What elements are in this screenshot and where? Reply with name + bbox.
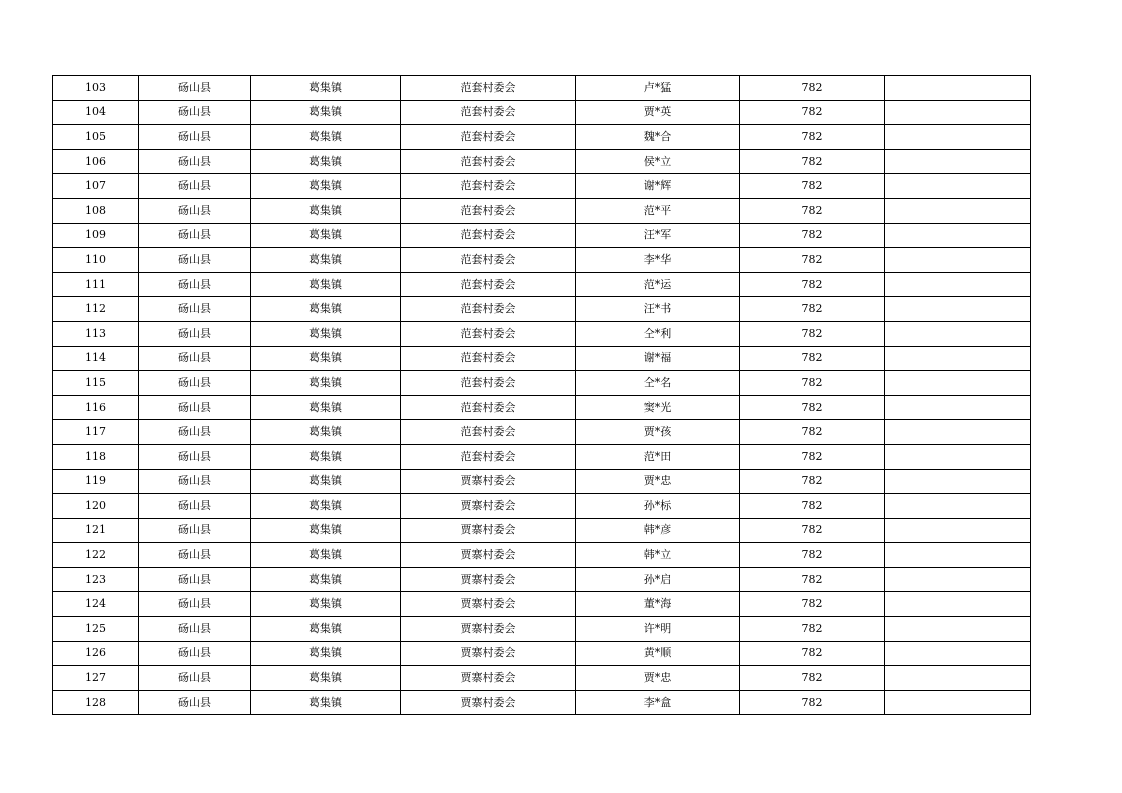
cell-county: 砀山县 — [139, 567, 251, 592]
cell-remark — [885, 444, 1031, 469]
cell-amount: 782 — [740, 149, 885, 174]
cell-remark — [885, 76, 1031, 101]
table-row — [53, 272, 1031, 297]
cell-remark — [885, 494, 1031, 519]
cell-name: 许*明 — [576, 617, 740, 642]
cell-name: 贾*忠 — [576, 666, 740, 691]
cell-county: 砀山县 — [139, 125, 251, 150]
table-row — [53, 223, 1031, 248]
cell-county: 砀山县 — [139, 690, 251, 715]
cell-county: 砀山县 — [139, 321, 251, 346]
cell-county: 砀山县 — [139, 174, 251, 199]
cell-village: 贾寨村委会 — [401, 592, 576, 617]
cell-town: 葛集镇 — [251, 666, 401, 691]
cell-index: 103 — [53, 76, 139, 101]
cell-county: 砀山县 — [139, 518, 251, 543]
table-row — [53, 346, 1031, 371]
table-row — [53, 641, 1031, 666]
table-row — [53, 248, 1031, 273]
cell-remark — [885, 272, 1031, 297]
cell-village: 贾寨村委会 — [401, 567, 576, 592]
cell-index: 110 — [53, 248, 139, 273]
cell-amount: 782 — [740, 543, 885, 568]
cell-village: 范套村委会 — [401, 198, 576, 223]
cell-index: 111 — [53, 272, 139, 297]
cell-name: 卢*猛 — [576, 76, 740, 101]
cell-name: 韩*立 — [576, 543, 740, 568]
table-row — [53, 321, 1031, 346]
cell-amount: 782 — [740, 346, 885, 371]
table-row — [53, 371, 1031, 396]
cell-town: 葛集镇 — [251, 617, 401, 642]
cell-village: 范套村委会 — [401, 174, 576, 199]
cell-index: 126 — [53, 641, 139, 666]
cell-index: 128 — [53, 690, 139, 715]
cell-name: 范*田 — [576, 444, 740, 469]
cell-village: 范套村委会 — [401, 444, 576, 469]
cell-county: 砀山县 — [139, 592, 251, 617]
cell-village: 范套村委会 — [401, 395, 576, 420]
cell-index: 107 — [53, 174, 139, 199]
cell-amount: 782 — [740, 198, 885, 223]
cell-name: 汪*书 — [576, 297, 740, 322]
cell-amount: 782 — [740, 248, 885, 273]
cell-town: 葛集镇 — [251, 321, 401, 346]
cell-town: 葛集镇 — [251, 297, 401, 322]
cell-remark — [885, 543, 1031, 568]
cell-index: 105 — [53, 125, 139, 150]
cell-town: 葛集镇 — [251, 690, 401, 715]
cell-town: 葛集镇 — [251, 567, 401, 592]
cell-county: 砀山县 — [139, 100, 251, 125]
cell-town: 葛集镇 — [251, 371, 401, 396]
table-row — [53, 174, 1031, 199]
cell-amount: 782 — [740, 395, 885, 420]
table-row — [53, 420, 1031, 445]
cell-village: 贾寨村委会 — [401, 518, 576, 543]
cell-index: 119 — [53, 469, 139, 494]
cell-county: 砀山县 — [139, 272, 251, 297]
table-body — [53, 76, 1031, 715]
cell-index: 104 — [53, 100, 139, 125]
cell-town: 葛集镇 — [251, 272, 401, 297]
cell-amount: 782 — [740, 272, 885, 297]
cell-index: 125 — [53, 617, 139, 642]
cell-name: 贾*忠 — [576, 469, 740, 494]
cell-name: 董*海 — [576, 592, 740, 617]
cell-index: 117 — [53, 420, 139, 445]
cell-village: 贾寨村委会 — [401, 469, 576, 494]
cell-name: 仝*名 — [576, 371, 740, 396]
cell-village: 范套村委会 — [401, 100, 576, 125]
cell-village: 范套村委会 — [401, 125, 576, 150]
cell-amount: 782 — [740, 690, 885, 715]
cell-village: 范套村委会 — [401, 346, 576, 371]
cell-index: 120 — [53, 494, 139, 519]
cell-county: 砀山县 — [139, 223, 251, 248]
cell-county: 砀山县 — [139, 641, 251, 666]
cell-name: 谢*福 — [576, 346, 740, 371]
cell-name: 李*华 — [576, 248, 740, 273]
cell-town: 葛集镇 — [251, 494, 401, 519]
cell-remark — [885, 395, 1031, 420]
cell-remark — [885, 666, 1031, 691]
cell-remark — [885, 617, 1031, 642]
cell-town: 葛集镇 — [251, 592, 401, 617]
cell-amount: 782 — [740, 297, 885, 322]
cell-index: 109 — [53, 223, 139, 248]
cell-village: 贾寨村委会 — [401, 617, 576, 642]
cell-village: 贾寨村委会 — [401, 666, 576, 691]
cell-name: 魏*合 — [576, 125, 740, 150]
cell-amount: 782 — [740, 174, 885, 199]
cell-village: 范套村委会 — [401, 272, 576, 297]
document-sheet — [52, 75, 1030, 715]
cell-town: 葛集镇 — [251, 346, 401, 371]
cell-town: 葛集镇 — [251, 469, 401, 494]
cell-remark — [885, 690, 1031, 715]
cell-town: 葛集镇 — [251, 149, 401, 174]
cell-name: 汪*军 — [576, 223, 740, 248]
cell-town: 葛集镇 — [251, 248, 401, 273]
cell-county: 砀山县 — [139, 617, 251, 642]
cell-index: 106 — [53, 149, 139, 174]
table-row — [53, 543, 1031, 568]
cell-town: 葛集镇 — [251, 174, 401, 199]
cell-index: 124 — [53, 592, 139, 617]
cell-remark — [885, 174, 1031, 199]
cell-name: 谢*辉 — [576, 174, 740, 199]
subsidy-table — [52, 75, 1031, 715]
cell-name: 黄*顺 — [576, 641, 740, 666]
cell-county: 砀山县 — [139, 494, 251, 519]
cell-remark — [885, 198, 1031, 223]
cell-remark — [885, 641, 1031, 666]
cell-remark — [885, 592, 1031, 617]
cell-name: 贾*孩 — [576, 420, 740, 445]
cell-remark — [885, 346, 1031, 371]
cell-index: 108 — [53, 198, 139, 223]
cell-amount: 782 — [740, 100, 885, 125]
cell-county: 砀山县 — [139, 248, 251, 273]
cell-remark — [885, 518, 1031, 543]
cell-county: 砀山县 — [139, 198, 251, 223]
cell-village: 贾寨村委会 — [401, 641, 576, 666]
cell-index: 113 — [53, 321, 139, 346]
table-row — [53, 567, 1031, 592]
cell-amount: 782 — [740, 592, 885, 617]
table-row — [53, 469, 1031, 494]
table-row — [53, 592, 1031, 617]
cell-town: 葛集镇 — [251, 125, 401, 150]
cell-name: 范*平 — [576, 198, 740, 223]
cell-county: 砀山县 — [139, 76, 251, 101]
cell-amount: 782 — [740, 444, 885, 469]
table-row — [53, 690, 1031, 715]
cell-remark — [885, 297, 1031, 322]
cell-county: 砀山县 — [139, 371, 251, 396]
cell-amount: 782 — [740, 223, 885, 248]
cell-amount: 782 — [740, 321, 885, 346]
cell-index: 127 — [53, 666, 139, 691]
cell-index: 116 — [53, 395, 139, 420]
table-row — [53, 76, 1031, 101]
cell-county: 砀山县 — [139, 666, 251, 691]
table-row — [53, 666, 1031, 691]
table-row — [53, 198, 1031, 223]
cell-index: 112 — [53, 297, 139, 322]
cell-amount: 782 — [740, 567, 885, 592]
cell-town: 葛集镇 — [251, 223, 401, 248]
cell-village: 范套村委会 — [401, 149, 576, 174]
cell-name: 韩*彦 — [576, 518, 740, 543]
cell-village: 范套村委会 — [401, 371, 576, 396]
cell-index: 118 — [53, 444, 139, 469]
cell-county: 砀山县 — [139, 444, 251, 469]
cell-index: 114 — [53, 346, 139, 371]
cell-name: 贾*英 — [576, 100, 740, 125]
cell-amount: 782 — [740, 494, 885, 519]
table-row — [53, 125, 1031, 150]
cell-index: 123 — [53, 567, 139, 592]
cell-index: 121 — [53, 518, 139, 543]
cell-town: 葛集镇 — [251, 641, 401, 666]
cell-village: 范套村委会 — [401, 297, 576, 322]
cell-amount: 782 — [740, 617, 885, 642]
table-row — [53, 149, 1031, 174]
cell-town: 葛集镇 — [251, 198, 401, 223]
cell-remark — [885, 125, 1031, 150]
cell-amount: 782 — [740, 371, 885, 396]
table-row — [53, 494, 1031, 519]
cell-name: 范*运 — [576, 272, 740, 297]
cell-village: 范套村委会 — [401, 76, 576, 101]
cell-village: 贾寨村委会 — [401, 690, 576, 715]
cell-name: 孙*启 — [576, 567, 740, 592]
cell-village: 范套村委会 — [401, 248, 576, 273]
cell-village: 贾寨村委会 — [401, 543, 576, 568]
cell-town: 葛集镇 — [251, 444, 401, 469]
cell-remark — [885, 321, 1031, 346]
cell-town: 葛集镇 — [251, 395, 401, 420]
cell-county: 砀山县 — [139, 395, 251, 420]
table-row — [53, 444, 1031, 469]
cell-amount: 782 — [740, 469, 885, 494]
cell-town: 葛集镇 — [251, 543, 401, 568]
cell-amount: 782 — [740, 420, 885, 445]
cell-name: 侯*立 — [576, 149, 740, 174]
table-row — [53, 395, 1031, 420]
cell-village: 范套村委会 — [401, 321, 576, 346]
cell-amount: 782 — [740, 666, 885, 691]
cell-index: 122 — [53, 543, 139, 568]
cell-town: 葛集镇 — [251, 420, 401, 445]
table-row — [53, 297, 1031, 322]
cell-remark — [885, 567, 1031, 592]
cell-county: 砀山县 — [139, 469, 251, 494]
cell-amount: 782 — [740, 641, 885, 666]
cell-name: 孙*标 — [576, 494, 740, 519]
cell-amount: 782 — [740, 518, 885, 543]
cell-remark — [885, 420, 1031, 445]
cell-county: 砀山县 — [139, 543, 251, 568]
cell-county: 砀山县 — [139, 420, 251, 445]
cell-remark — [885, 100, 1031, 125]
cell-name: 仝*利 — [576, 321, 740, 346]
cell-village: 范套村委会 — [401, 223, 576, 248]
cell-index: 115 — [53, 371, 139, 396]
cell-county: 砀山县 — [139, 149, 251, 174]
cell-town: 葛集镇 — [251, 76, 401, 101]
table-row — [53, 100, 1031, 125]
cell-town: 葛集镇 — [251, 100, 401, 125]
cell-remark — [885, 248, 1031, 273]
cell-amount: 782 — [740, 125, 885, 150]
cell-remark — [885, 469, 1031, 494]
cell-town: 葛集镇 — [251, 518, 401, 543]
cell-amount: 782 — [740, 76, 885, 101]
table-row — [53, 518, 1031, 543]
cell-name: 李*盒 — [576, 690, 740, 715]
cell-name: 窦*光 — [576, 395, 740, 420]
cell-remark — [885, 223, 1031, 248]
cell-village: 范套村委会 — [401, 420, 576, 445]
cell-village: 贾寨村委会 — [401, 494, 576, 519]
cell-remark — [885, 371, 1031, 396]
cell-county: 砀山县 — [139, 297, 251, 322]
table-row — [53, 617, 1031, 642]
cell-county: 砀山县 — [139, 346, 251, 371]
cell-remark — [885, 149, 1031, 174]
